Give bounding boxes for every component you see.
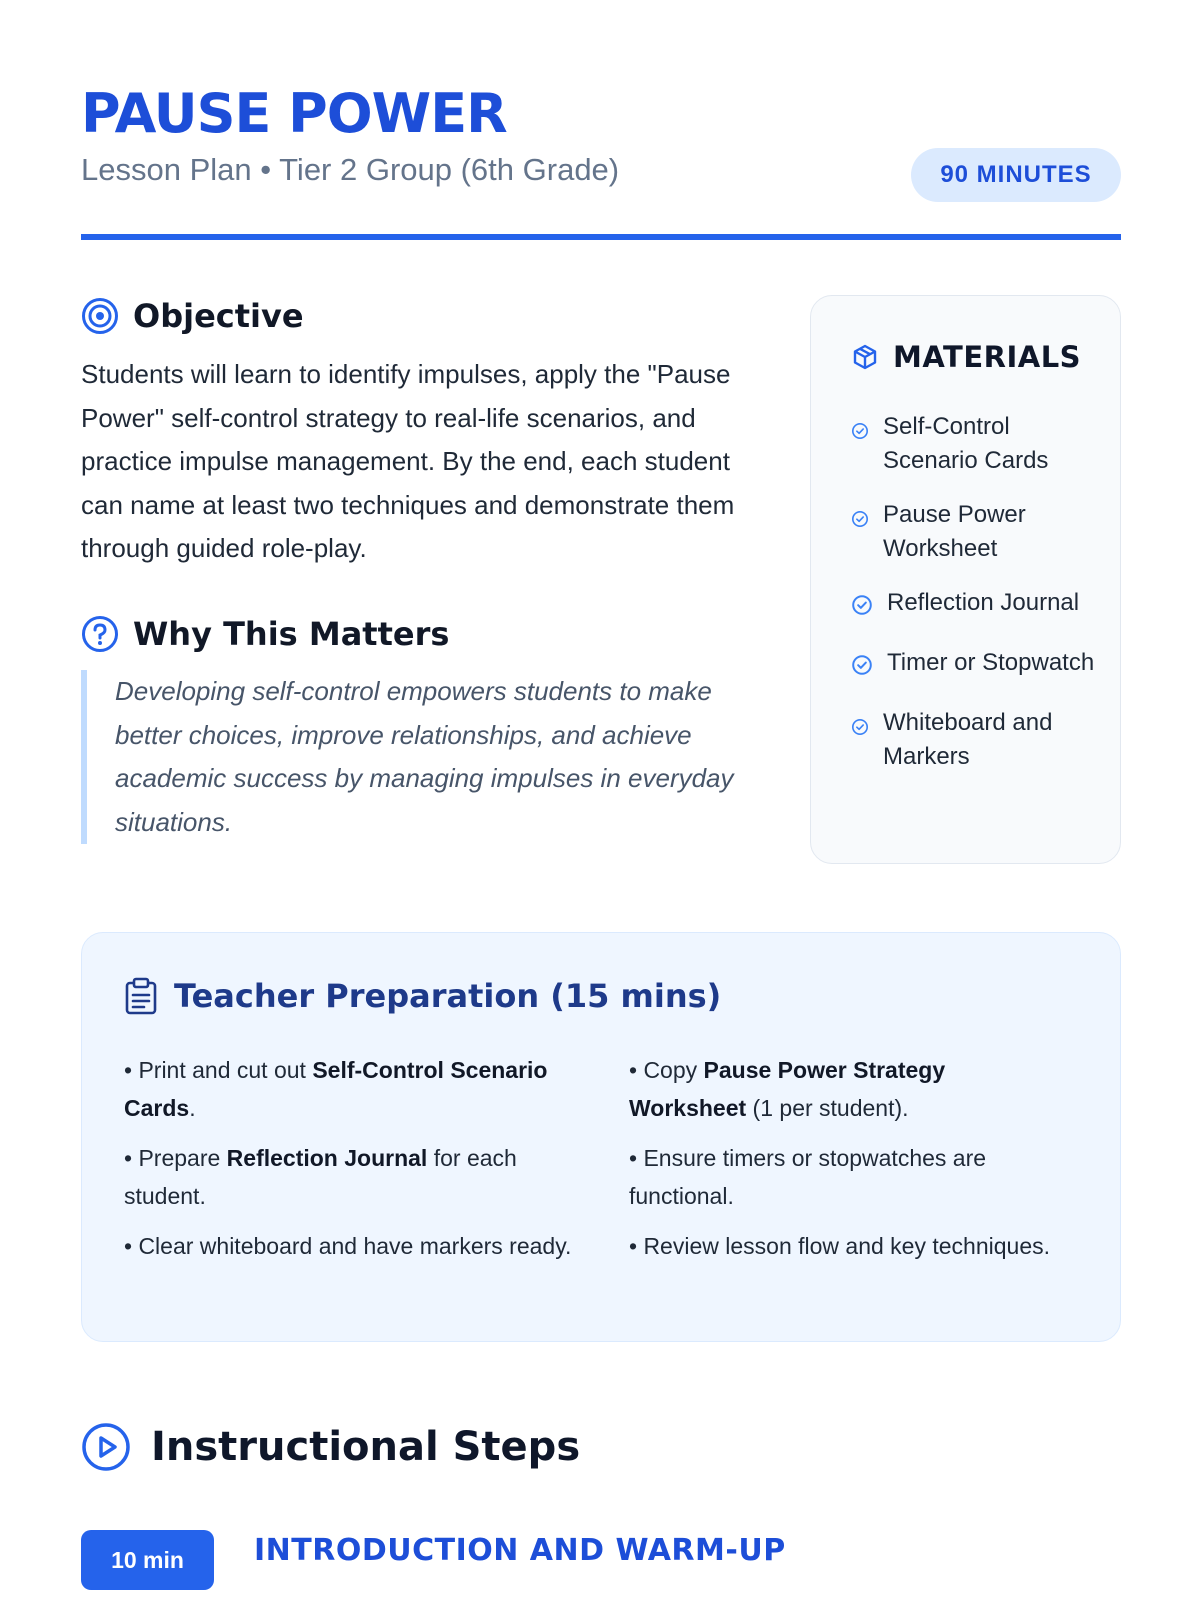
list-item [124, 1139, 629, 1215]
check-circle-icon [851, 652, 873, 686]
page-subtitle: Lesson Plan • Tier 2 Group (6th Grade) [81, 152, 620, 187]
check-circle-icon [851, 416, 869, 450]
box-icon [851, 343, 879, 371]
target-icon [81, 297, 119, 335]
list-item [629, 1227, 1084, 1265]
prep-text: • Clear whiteboard and have markers ready. [124, 1233, 572, 1259]
objective-heading [81, 296, 304, 336]
prep-bold: Self-Control Scenario Cards [124, 1057, 548, 1121]
list-item [124, 1051, 629, 1127]
why-quote: Developing self-control empowers students to make better choices, improve relationships, and achieve academic success by managing impulses in everyday situations. [81, 670, 771, 844]
prep-list [124, 1051, 1084, 1265]
list-item [851, 586, 1101, 626]
list-item [629, 1139, 1084, 1215]
list-item [851, 706, 1101, 774]
materials-card [810, 295, 1121, 864]
material-label: Pause Power Worksheet [883, 501, 1026, 562]
prep-text: • Copy [629, 1057, 704, 1083]
list-item [629, 1051, 1084, 1127]
teacher-preparation-card [81, 932, 1121, 1342]
prep-heading [124, 977, 721, 1015]
lesson-plan-page [81, 0, 1121, 1600]
step-duration-badge: 10 min [81, 1530, 214, 1590]
prep-text: • Review lesson flow and key techniques. [629, 1233, 1050, 1259]
prep-text: (1 per student). [746, 1095, 909, 1121]
question-circle-icon [81, 615, 119, 653]
materials-list [851, 410, 1101, 794]
prep-bold: Pause Power Strategy Worksheet [629, 1057, 946, 1121]
material-label: Timer or Stopwatch [887, 649, 1095, 676]
list-item [851, 498, 1101, 566]
material-label: Self-Control Scenario Cards [883, 413, 1049, 474]
check-circle-icon [851, 712, 869, 746]
prep-text: for each student. [124, 1145, 517, 1209]
list-item [124, 1227, 629, 1265]
play-circle-icon [81, 1422, 131, 1472]
steps-title: Instructional Steps [151, 1424, 581, 1470]
prep-bold: Reflection Journal [226, 1145, 428, 1171]
steps-heading [81, 1422, 580, 1472]
prep-text: • Print and cut out [124, 1057, 313, 1083]
prep-text: • Prepare [124, 1145, 227, 1171]
clipboard-icon [124, 977, 158, 1015]
header-divider [81, 234, 1121, 240]
check-circle-icon [851, 592, 873, 626]
material-label: Whiteboard and Markers [883, 709, 1053, 770]
prep-text: . [189, 1095, 196, 1121]
prep-title: Teacher Preparation (15 mins) [174, 977, 722, 1015]
material-label: Reflection Journal [887, 589, 1080, 616]
step-title: INTRODUCTION AND WARM-UP [254, 1533, 786, 1568]
why-heading [81, 614, 449, 654]
materials-title: MATERIALS [893, 340, 1082, 374]
why-title: Why This Matters [133, 615, 450, 653]
list-item [851, 646, 1101, 686]
duration-badge: 90 MINUTES [911, 148, 1121, 202]
page-title: PAUSE POWER [81, 82, 507, 145]
list-item [851, 410, 1101, 478]
objective-title: Objective [133, 297, 304, 335]
check-circle-icon [851, 504, 869, 538]
materials-heading [851, 340, 1081, 374]
prep-text: • Ensure timers or stopwatches are functional. [629, 1145, 987, 1209]
objective-text: Students will learn to identify impulses, apply the "Pause Power" self-control strategy to real-life scenarios, and practice impulse management. By the end, each student can name at least two techniques and demonstrate them through guided role-play. [81, 359, 735, 563]
